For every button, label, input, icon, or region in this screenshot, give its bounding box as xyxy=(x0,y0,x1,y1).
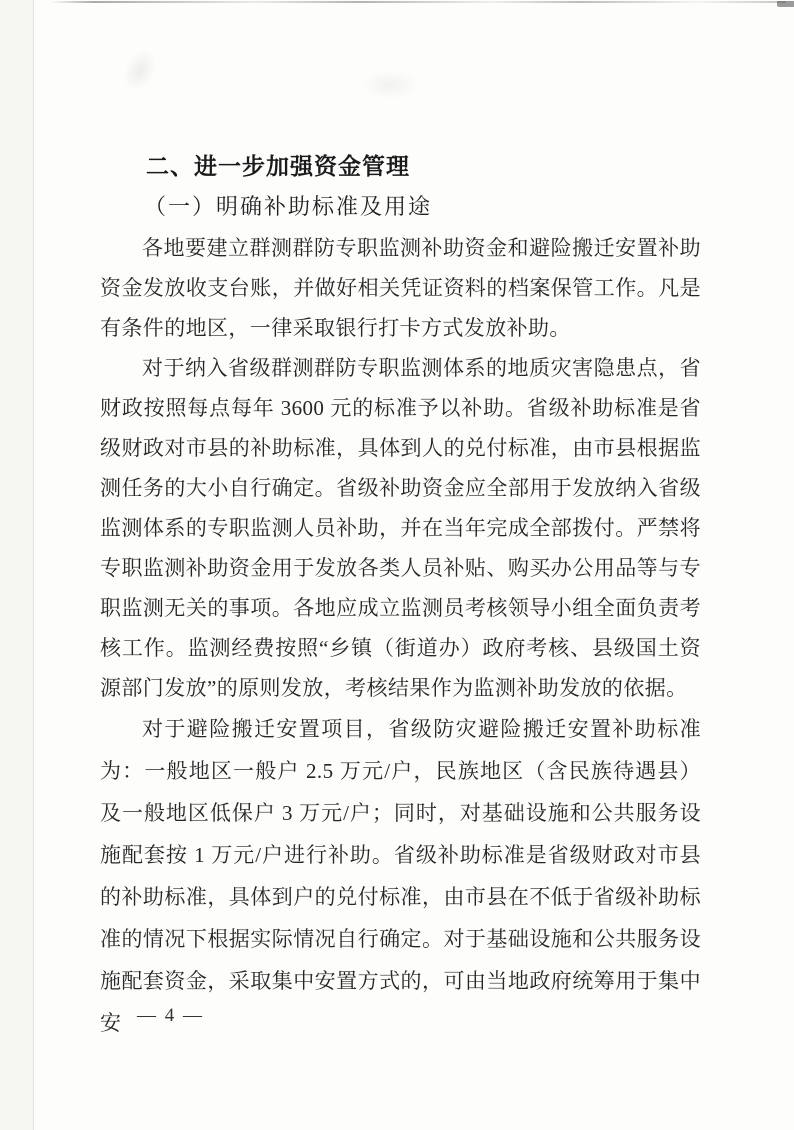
scan-corner-smudge xyxy=(777,1,794,7)
section-heading: 二、进一步加强资金管理 xyxy=(146,153,410,179)
scan-paper-smudge xyxy=(360,70,420,100)
paragraph-1: 各地要建立群测群防专职监测补助资金和避险搬迁安置补助资金发放收支台账，并做好相关凭证资料的档案保管工作。凡是有条件的地区，一律采取银行打卡方式发放补助。 xyxy=(100,236,701,340)
scan-paper-smudge xyxy=(117,44,163,97)
scan-left-margin-shade xyxy=(0,0,34,1130)
page-number: — 4 — xyxy=(137,1005,204,1026)
document-body xyxy=(100,146,701,1044)
subsection-heading: （一）明确补助标准及用途 xyxy=(144,194,433,219)
scan-top-edge-line xyxy=(50,1,786,3)
paragraph-3: 对于避险搬迁安置项目，省级防灾避险搬迁安置补助标准为：一般地区一般户 2.5 万元/户，民族地区（含民族待遇县）及一般地区低保户 3 万元/户；同时，对基础设施和公共服务设施配套按 1 万元/户进行补助。省级补助标准是省级财政对市县的补助标准，具体到户的兑付标准，由市县在不低于省级补助标准的情况下根据实际情况自行确定。对于基础设施和公共服务设施配套资金，采取集中安置方式的，可由当地政府统筹用于集中安 xyxy=(100,717,701,1035)
paragraph-2: 对于纳入省级群测群防专职监测体系的地质灾害隐患点，省财政按照每点每年 3600 元的标准予以补助。省级补助标准是省级财政对市县的补助标准，具体到人的兑付标准，由市县根据监测任务的大小自行确定。省级补助资金应全部用于发放纳入省级监测体系的专职监测人员补助，并在当年完成全部拨付。严禁将专职监测补助资金用于发放各类人员补贴、购买办公用品等与专职监测无关的事项。各地应成立监测员考核领导小组全面负责考核工作。监测经费按照“乡镇（街道办）政府考核、县级国土资源部门发放”的原则发放，考核结果作为监测补助发放的依据。 xyxy=(100,356,701,700)
